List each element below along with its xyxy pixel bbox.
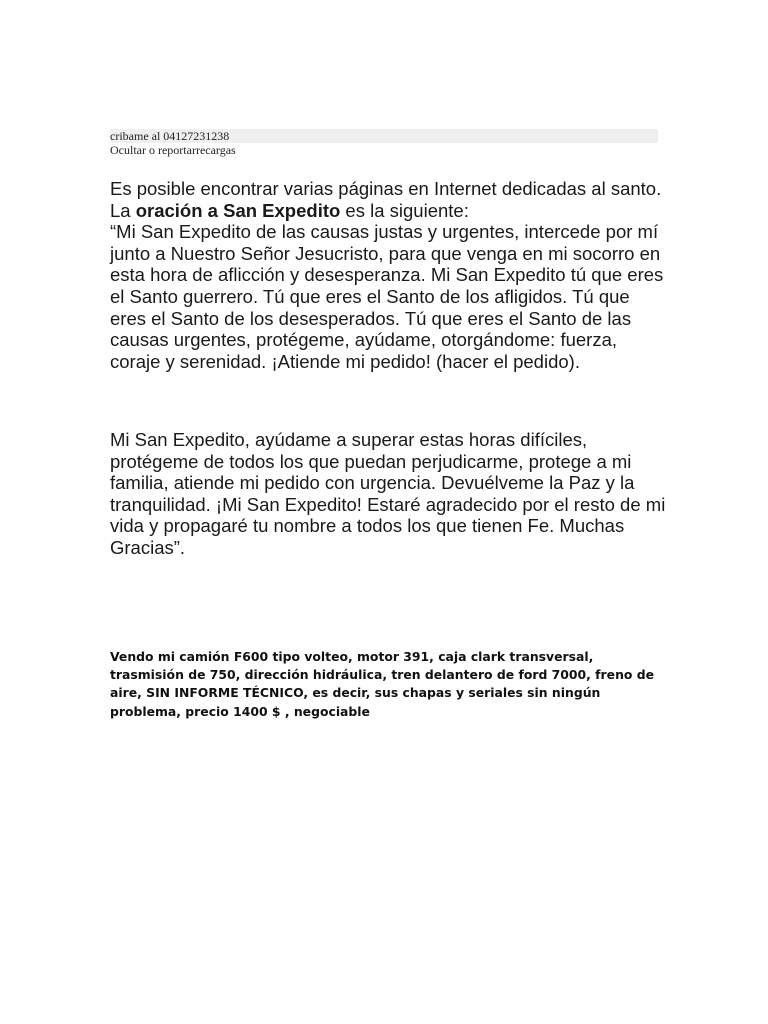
intro-after-text: es la siguiente: <box>340 199 469 221</box>
contact-line: cribame al 04127231238 <box>110 129 658 143</box>
intro-text: Es posible encontrar varias páginas en Internet dedicadas al santo. La <box>110 178 662 221</box>
hide-report-line: Ocultar o reportarrecargas <box>110 143 236 157</box>
intro-bold-text: oración a San Expedito <box>135 199 341 221</box>
header-block <box>110 129 658 157</box>
second-prayer-paragraph: Mi San Expedito, ayúdame a superar estas horas difíciles, protégeme de todos los que puedan perjudicarme, protege a mi familia, atiende mi pedido con urgencia. Devuélveme la Paz y la tranquilidad. ¡Mi San Expedito! Estaré agradecido por el resto de mi vida y propagaré tu nombre a todos los que tienen Fe. Muchas Gracias”. <box>110 429 666 558</box>
truck-sale-ad: Vendo mi camión F600 tipo volteo, motor 391, caja clark transversal, trasmisión de 750, dirección hidráulica, tren delantero de ford 7000, freno de aire, SIN INFORME TÉCNICO, es decir, sus chapas y seriales sin ningún problema, precio 1400 $ , negociable <box>110 649 654 719</box>
prayer-paragraph <box>110 178 670 372</box>
prayer-text: “Mi San Expedito de las causas justas y urgentes, intercede por mí junto a Nuestro Señor Jesucristo, para que venga en mi socorro en esta hora de aflicción y desesperanza. Mi San Expedito tú que eres el Santo guerrero. Tú que eres el Santo de los afligidos. Tú que eres el Santo de los desesperados. Tú que eres el Santo de las causas urgentes, protégeme, ayúdame, otorgándome: fuerza, coraje y serenidad. ¡Atiende mi pedido! (hacer el pedido). <box>110 221 664 372</box>
